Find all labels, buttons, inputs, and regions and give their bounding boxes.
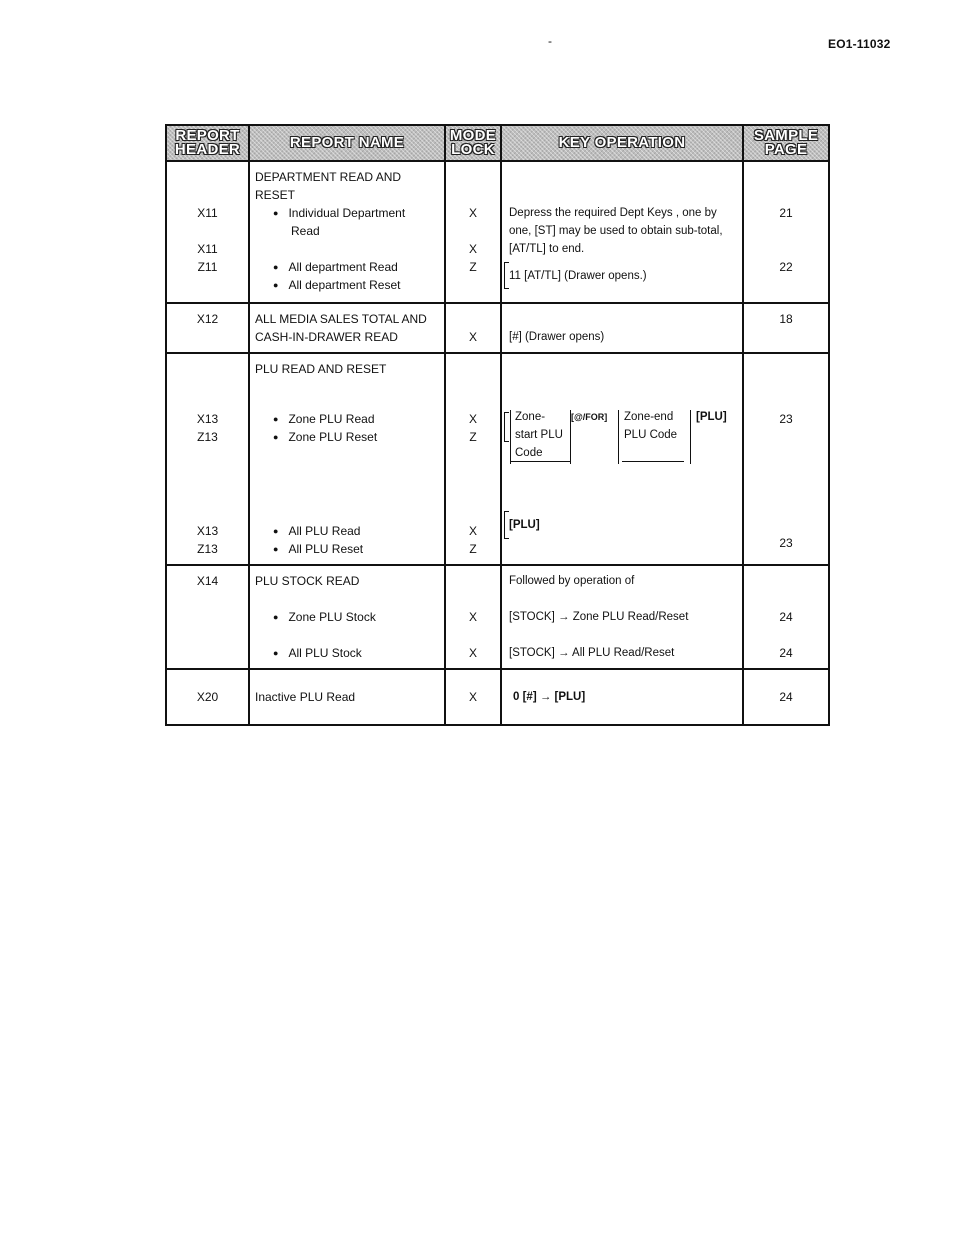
for-key: [@/FOR] bbox=[571, 412, 608, 422]
media-page: 18 bbox=[779, 312, 793, 326]
header-report-header-line1: REPORT bbox=[175, 127, 240, 144]
top-mark: - bbox=[548, 34, 552, 48]
media-header-cell bbox=[166, 303, 249, 353]
plu-title: PLU READ AND RESET bbox=[255, 362, 387, 376]
stock-all-mode: X bbox=[468, 646, 477, 660]
table-row-stock bbox=[166, 565, 829, 669]
header-report-header-line2: HEADER bbox=[174, 141, 241, 158]
dept-ind-key-line1: Depress the required Dept Keys , one by bbox=[509, 207, 717, 219]
inactive-name: Inactive PLU Read bbox=[255, 690, 356, 704]
report-table bbox=[165, 124, 830, 726]
plu-zone-read-mode: X bbox=[468, 412, 477, 426]
dept-all-read-mode: X bbox=[468, 242, 477, 256]
plu-zone-page: 23 bbox=[779, 412, 793, 426]
zone-end-line2: PLU Code bbox=[624, 429, 678, 441]
inactive-page: 24 bbox=[779, 690, 793, 704]
plu-all-reset-name: ● All PLU Reset bbox=[255, 540, 440, 558]
header-key-operation: KEY OPERATION bbox=[501, 125, 743, 161]
plu-header-cell bbox=[166, 353, 249, 565]
stock-all-name: ● All PLU Stock bbox=[255, 644, 440, 662]
stock-key-intro: Followed by operation of bbox=[509, 575, 635, 587]
header-sample-page bbox=[743, 125, 829, 161]
plu-zone-reset-header: Z13 bbox=[197, 430, 218, 444]
plu-page-cell bbox=[743, 353, 829, 565]
header-mode-lock-line1: MODE bbox=[449, 127, 497, 144]
plu-zone-reset-mode: Z bbox=[469, 430, 477, 444]
media-header: X12 bbox=[196, 312, 219, 326]
stock-zone-page: 24 bbox=[779, 610, 793, 624]
stock-all-page: 24 bbox=[779, 646, 793, 660]
stock-zone-mode: X bbox=[468, 610, 477, 624]
stock-all-key: [STOCK] → All PLU Read/Reset bbox=[509, 647, 675, 659]
header-mode-lock-line2: LOCK bbox=[451, 141, 495, 158]
zone-start-line1: Zone- bbox=[515, 411, 546, 423]
plu-key-cell bbox=[501, 353, 743, 565]
inactive-mode-cell bbox=[445, 669, 501, 725]
dept-ind-name-line2: Read bbox=[291, 224, 320, 238]
media-name-line2: CASH-IN-DRAWER READ bbox=[255, 330, 398, 344]
document-number: EO1-11032 bbox=[828, 37, 891, 51]
table-row-plu bbox=[166, 353, 829, 565]
inactive-page-cell bbox=[743, 669, 829, 725]
dept-ind-page: 21 bbox=[779, 206, 793, 220]
plu-mode-cell bbox=[445, 353, 501, 565]
dept-all-reset-header: Z11 bbox=[197, 260, 218, 274]
media-key-cell bbox=[501, 303, 743, 353]
stock-mode-cell bbox=[445, 565, 501, 669]
plu-zone-bracket bbox=[504, 412, 509, 442]
zone-end-left-rule bbox=[618, 410, 619, 464]
media-mode-cell bbox=[445, 303, 501, 353]
stock-name-cell bbox=[249, 565, 445, 669]
zone-start-line3: Code bbox=[515, 447, 543, 459]
plu-all-reset-mode: Z bbox=[469, 542, 477, 556]
media-name-cell bbox=[249, 303, 445, 353]
dept-mode-cell bbox=[445, 161, 501, 303]
plu-all-read-name: ● All PLU Read bbox=[255, 522, 440, 540]
dept-all-read-header: X11 bbox=[197, 242, 218, 256]
dept-all-reset-mode: Z bbox=[469, 260, 477, 274]
table-row-inactive bbox=[166, 669, 829, 725]
dept-ind-key-line3: [AT/TL] to end. bbox=[509, 243, 585, 255]
stock-header: X14 bbox=[196, 574, 219, 588]
inactive-mode: X bbox=[468, 690, 477, 704]
plu-zone-reset-name: ● Zone PLU Reset bbox=[255, 428, 440, 446]
plu-all-read-header: X13 bbox=[196, 524, 219, 538]
media-mode: X bbox=[468, 330, 477, 344]
zone-end-line1: Zone-end bbox=[624, 411, 674, 423]
stock-zone-name: ● Zone PLU Stock bbox=[255, 608, 440, 626]
table-row-department bbox=[166, 161, 829, 303]
plu-zone-read-header: X13 bbox=[196, 412, 219, 426]
zone-start-line2: start PLU bbox=[515, 429, 563, 441]
dept-all-page: 22 bbox=[779, 260, 793, 274]
dept-title-line2: RESET bbox=[255, 188, 296, 202]
zone-start-underline bbox=[510, 461, 570, 462]
dept-name-cell bbox=[249, 161, 445, 303]
plu-name-cell bbox=[249, 353, 445, 565]
stock-header-cell bbox=[166, 565, 249, 669]
inactive-header: X20 bbox=[196, 690, 219, 704]
inactive-key: 0 [#] → [PLU] bbox=[513, 691, 586, 703]
dept-key-cell bbox=[501, 161, 743, 303]
dept-all-reset-name: ● All department Reset bbox=[255, 276, 440, 294]
dept-all-read-name: ● All department Read bbox=[255, 258, 440, 276]
zone-start-left-rule bbox=[510, 410, 511, 464]
dept-header-cell bbox=[166, 161, 249, 303]
dept-ind-header: X11 bbox=[197, 206, 218, 220]
plu-all-read-mode: X bbox=[468, 524, 477, 538]
inactive-key-cell bbox=[501, 669, 743, 725]
header-report-name: REPORT NAME bbox=[249, 125, 445, 161]
plu-all-reset-header: Z13 bbox=[197, 542, 218, 556]
header-sample-page-line1: SAMPLE bbox=[753, 127, 819, 144]
stock-key-cell bbox=[501, 565, 743, 669]
plu-zone-read-name: ● Zone PLU Read bbox=[255, 410, 440, 428]
plu-all-key: [PLU] bbox=[509, 519, 540, 531]
inactive-name-cell bbox=[249, 669, 445, 725]
media-name-line1: ALL MEDIA SALES TOTAL AND bbox=[255, 312, 427, 326]
dept-all-key: 11 [AT/TL] (Drawer opens.) bbox=[509, 270, 647, 282]
table-header-row bbox=[166, 125, 829, 161]
dept-bracket bbox=[504, 262, 509, 289]
stock-page-cell bbox=[743, 565, 829, 669]
table-row-media bbox=[166, 303, 829, 353]
zone-start-plu-code bbox=[515, 408, 563, 462]
stock-title: PLU STOCK READ bbox=[255, 574, 360, 588]
header-mode-lock bbox=[445, 125, 501, 161]
zone-end-right-rule bbox=[690, 410, 691, 464]
stock-zone-key: [STOCK] → Zone PLU Read/Reset bbox=[509, 611, 689, 623]
media-page-cell bbox=[743, 303, 829, 353]
zone-plu-key: [PLU] bbox=[696, 411, 727, 423]
zone-end-plu-code bbox=[624, 408, 677, 444]
header-sample-page-line2: PAGE bbox=[764, 141, 808, 158]
inactive-header-cell bbox=[166, 669, 249, 725]
zone-end-underline bbox=[622, 461, 684, 462]
header-report-header bbox=[166, 125, 249, 161]
dept-ind-key-line2: one, [ST] may be used to obtain sub-total, bbox=[509, 225, 723, 237]
dept-page-cell bbox=[743, 161, 829, 303]
dept-ind-mode: X bbox=[468, 206, 477, 220]
dept-ind-name-line1: ● Individual Department bbox=[255, 204, 440, 222]
media-key: [#] (Drawer opens) bbox=[509, 331, 605, 343]
dept-title-line1: DEPARTMENT READ AND bbox=[255, 170, 402, 184]
plu-all-page: 23 bbox=[779, 536, 793, 550]
